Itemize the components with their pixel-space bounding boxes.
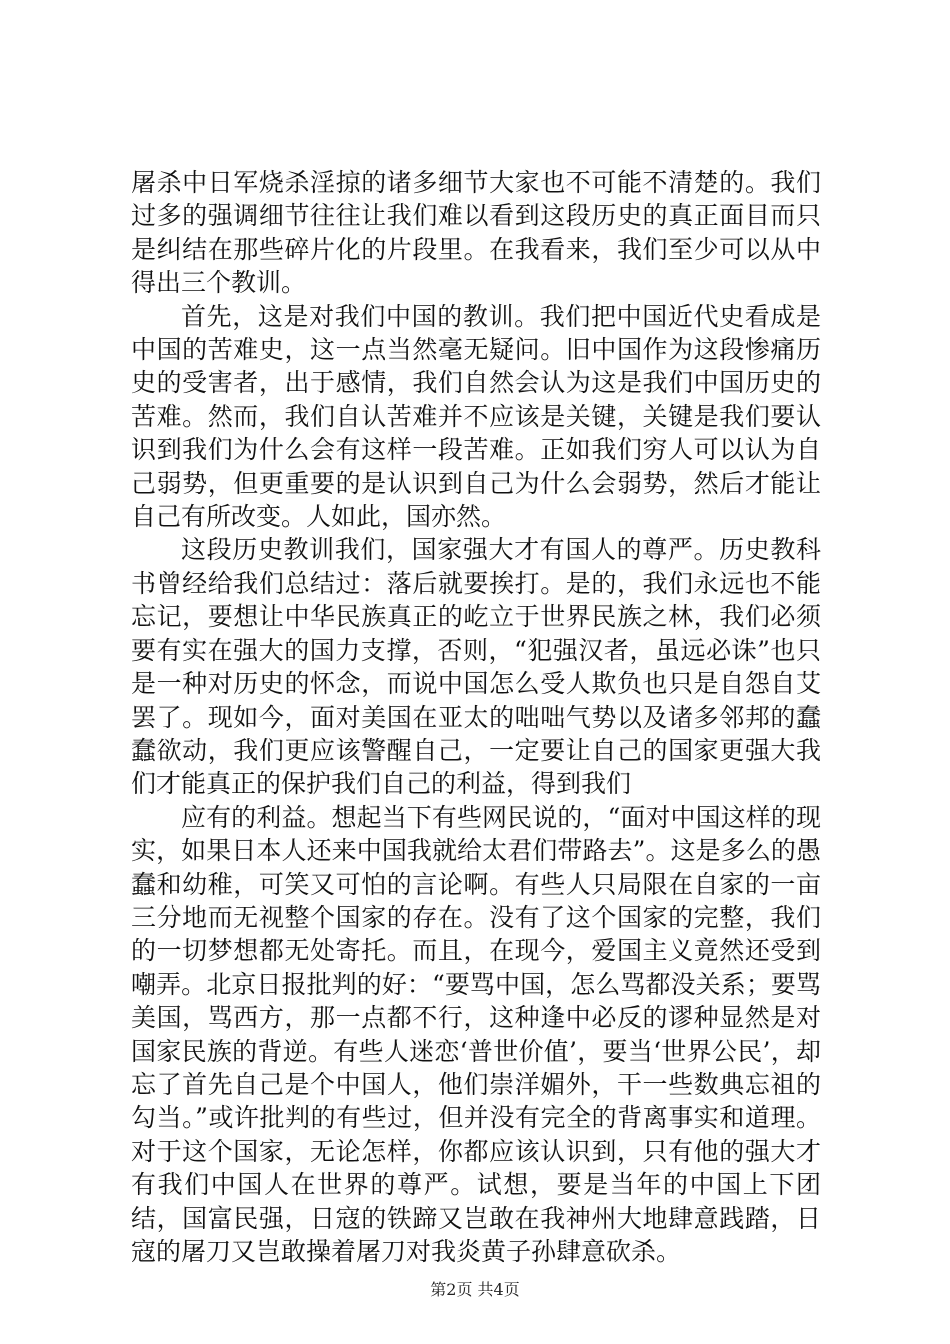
paragraph-national-strength: 这段历史教训我们，国家强大才有国人的尊严。历史教科书曾经给我们总结过：落后就要挨打。是的，我们永远也不能忘记，要想让中华民族真正的屹立于世界民族之林，我们必须要有实在强大的国力支撑，否则，“犯强汉者，虽远必诛”也只是一种对历史的怀念，而说中国怎么受人欺负也只是自怨自艾罢了。现如今，面对美国在亚太的咄咄气势以及诸多邻邦的蠢蠢欲动，我们更应该警醒自己，一定要让自己的国家更强大我们才能真正的保护我们自己的利益，得到我们: [131, 535, 821, 799]
paragraph-first-lesson: 首先，这是对我们中国的教训。我们把中国近代史看成是中国的苦难史，这一点当然毫无疑问。旧中国作为这段惨痛历史的受害者，出于感情，我们自然会认为这是我们中国历史的苦难。然而，我们自认苦难并不应该是关键，关键是我们要认识到我们为什么会有这样一段苦难。正如我们穷人可以认为自己弱势，但更重要的是认识到自己为什么会弱势，然后才能让自己有所改变。人如此，国亦然。: [131, 301, 821, 532]
paragraph-patriotism: 应有的利益。想起当下有些网民说的，“面对中国这样的现实，如果日本人还来中国我就给太君们带路去”。这是多么的愚蠢和幼稚，可笑又可怕的言论啊。有些人只局限在自家的一亩三分地而无视整个国家的存在。没有了这个国家的完整，我们的一切梦想都无处寄托。而且，在现今，爱国主义竟然还受到嘲弄。北京日报批判的好：“要骂中国，怎么骂都没关系；要骂美国，骂西方，那一点都不行，这种逢中必反的谬种显然是对国家民族的背逆。有些人迷恋‘普世价值’，要当‘世界公民’，却忘了首先自己是个中国人，他们崇洋媚外，干一些数典忘祖的勾当。”或许批判的有些过，但并没有完全的背离事实和道理。对于这个国家，无论怎样，你都应该认识到，只有他的强大才有我们中国人在世界的尊严。试想，要是当年的中国上下团结，国富民强，日寇的铁蹄又岂敢在我神州大地肆意践踏，日寇的屠刀又岂敢操着屠刀对我炎黄子孙肆意砍杀。: [131, 802, 821, 1266]
body-text: [131, 166, 821, 1268]
paragraph-continuation: 屠杀中日军烧杀淫掠的诸多细节大家也不可能不清楚的。我们过多的强调细节往往让我们难以看到这段历史的真正面目而只是纠结在那些碎片化的片段里。在我看来，我们至少可以从中得出三个教训。: [131, 168, 821, 298]
page-number-footer: 第2页 共4页: [430, 1280, 520, 1299]
